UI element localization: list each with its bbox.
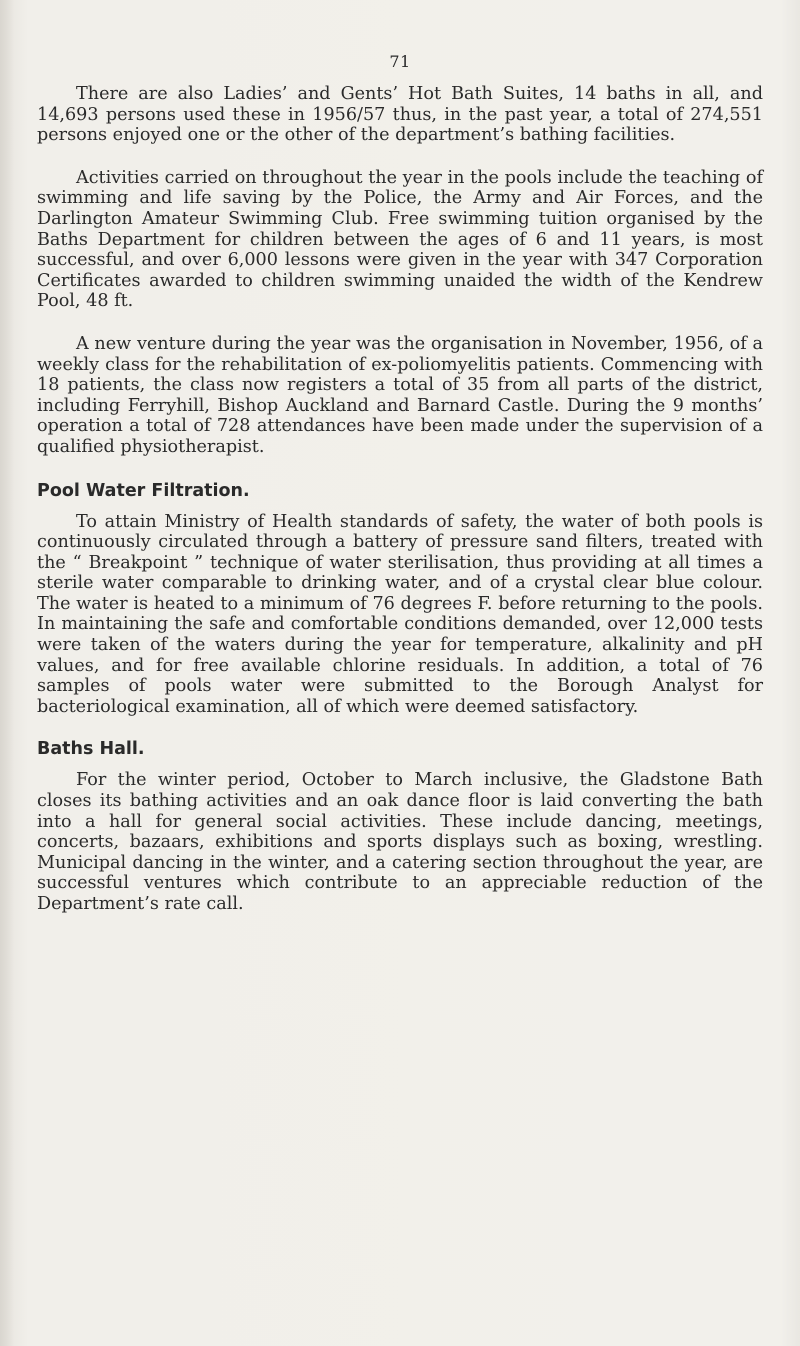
paragraph-pool-activities: Activities carried on throughout the year in the pools include the teaching of swimming and life saving by the Police, the Army and Air Forces, and the Darlington Amateur Swimming Club. Free swimming tuition organised by the Baths Department for children between the ages of 6 and 11 years, is most successful, and over 6,000 lessons were given in the year with 347 Corporation Certificates awarded to children swimming unaided the width of the Kendrew Pool, 48 ft. <box>37 167 763 312</box>
paragraph-baths-hall: For the winter period, October to March inclusive, the Gladstone Bath closes its bathing activities and an oak dance floor is laid converting the bath into a hall for general social activities. These include dancing, meetings, concerts, bazaars, exhibitions and sports displays such as boxing, wrestling. Municipal dancing in the winter, and a catering section throughout the year, are successful ventures which contribute to an appreciable reduction of the Department’s rate call. <box>37 770 763 914</box>
paragraph-hot-bath-suites: There are also Ladies’ and Gents’ Hot Bath Suites, 14 baths in all, and 14,693 persons used these in 1956/57 thus, in the past year, a total of 274,551 persons enjoyed one or the other of the department’s bathing facilities. <box>37 84 763 146</box>
page-number: 71 <box>389 52 411 71</box>
paragraph-pool-water-filtration: To attain Ministry of Health standards of safety, the water of both pools is continuously circulated through a battery of pressure sand filters, treated with the “ Breakpoint ” technique of water sterilisation, thus providing at all times a sterile water comparable to drinking water, and of a crystal clear blue colour. The water is heated to a minimum of 76 degrees F. before returning to the pools. In maintaining the safe and comfortable conditions demanded, over 12,000 tests were taken of the waters during the year for temperature, alkalinity and pH values, and for free available chlorine residuals. In addition, a total of 76 samples of pools water were submitted to the Borough Analyst for bacteriological examination, all of which were deemed satisfactory. <box>37 511 763 717</box>
paragraph-rehabilitation-class: A new venture during the year was the organisation in November, 1956, of a weekly class for the rehabilitation of ex-poliomyelitis patients. Commencing with 18 patients, the class now registers a total of 35 from all parts of the district, including Ferryhill, Bishop Auckland and Barnard Castle. During the 9 months’ operation a total of 728 attendances have been made under the supervision of a qualified physiotherapist. <box>37 333 763 457</box>
page-edge-shadow <box>0 0 14 1346</box>
document-body <box>37 84 763 915</box>
heading-pool-water-filtration: Pool Water Filtration. <box>37 480 250 501</box>
heading-baths-hall: Baths Hall. <box>37 739 145 760</box>
